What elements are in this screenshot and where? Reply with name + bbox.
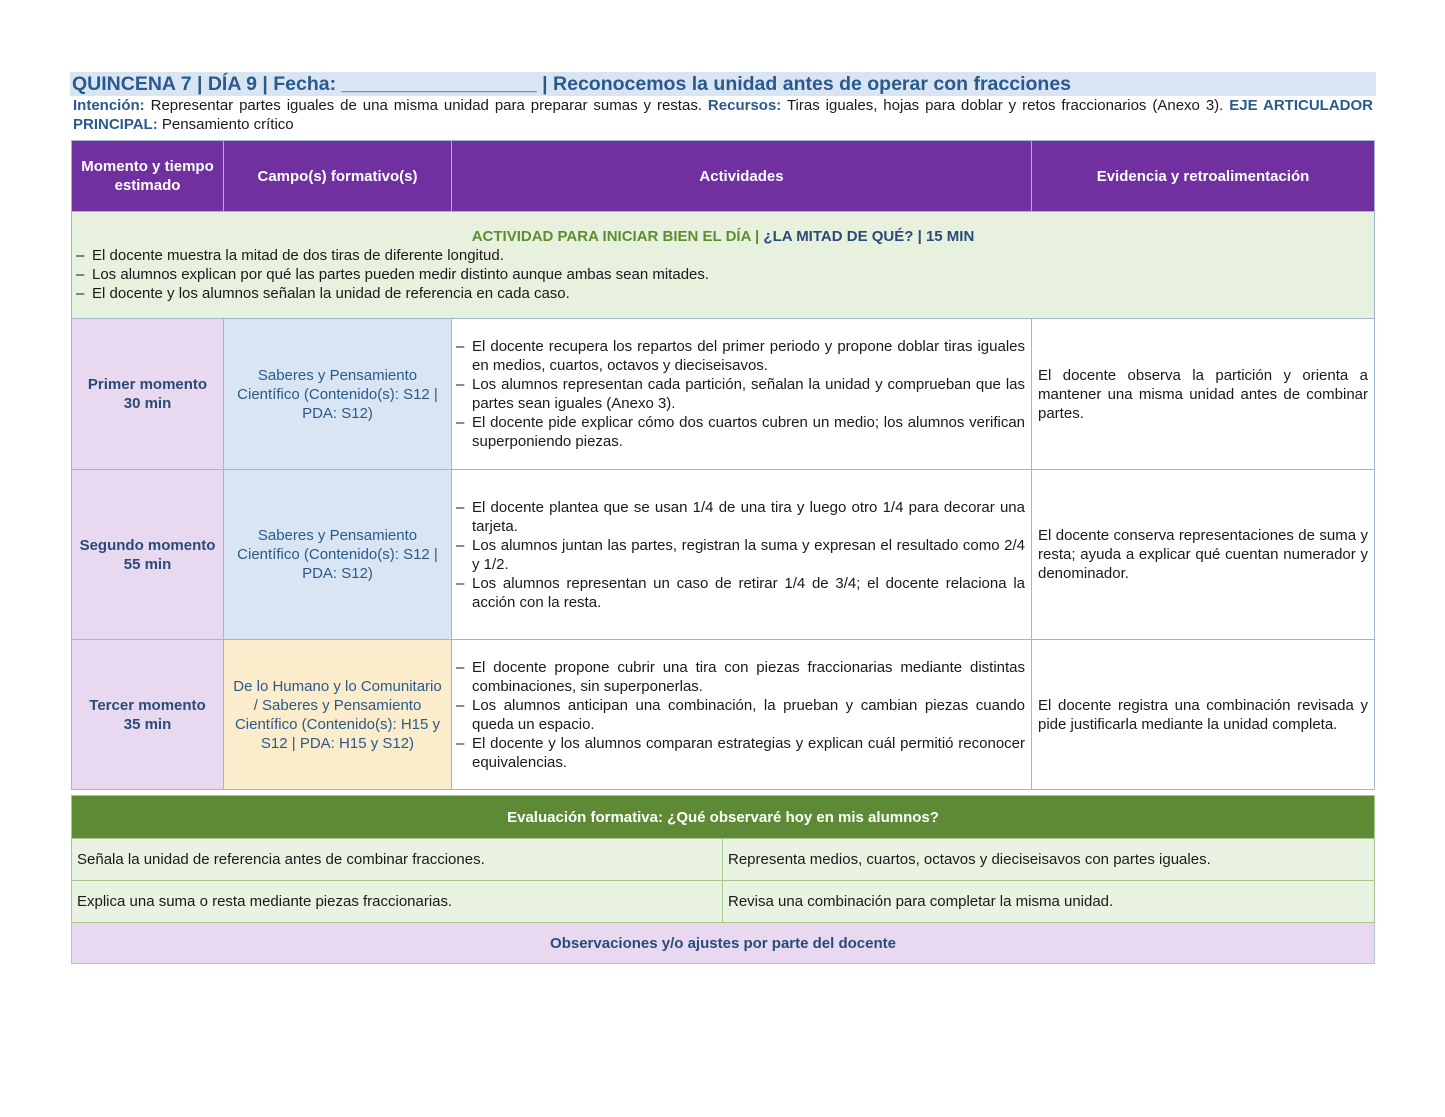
intencion-text: Representar partes iguales de una misma unidad para preparar sumas y restas. — [150, 97, 702, 114]
column-header: Momento y tiempo estimado — [72, 141, 224, 212]
evidence-cell: El docente conserva representaciones de suma y resta; ayuda a explicar qué cuentan numerador y denominador. — [1032, 470, 1375, 640]
table-row — [72, 640, 1375, 790]
column-header: Campo(s) formativo(s) — [224, 141, 452, 212]
evaluation-item: Señala la unidad de referencia antes de combinar fracciones. — [72, 839, 723, 881]
evaluation-item: Explica una suma o resta mediante piezas fraccionarias. — [72, 881, 723, 923]
list-item: – Los alumnos anticipan una combinación, la prueban y cambian piezas cuando queda un espacio. — [456, 696, 1025, 734]
lesson-plan-table — [71, 140, 1375, 790]
moment-cell: Tercer momento 35 min — [72, 640, 224, 790]
evidence-cell: El docente observa la partición y orienta a mantener una misma unidad antes de combinar partes. — [1032, 319, 1375, 470]
table-header-row — [72, 141, 1375, 212]
start-activity-cell — [72, 212, 1375, 319]
list-item: – Los alumnos representan un caso de retirar 1/4 de 3/4; el docente relaciona la acción con la resta. — [456, 574, 1025, 612]
list-item: – Los alumnos explican por qué las partes pueden medir distinto aunque ambas sean mitades. — [76, 265, 1370, 284]
moment-cell: Primer momento 30 min — [72, 319, 224, 470]
lesson-intent — [70, 96, 1376, 134]
list-item: – El docente muestra la mitad de dos tiras de diferente longitud. — [76, 246, 1370, 265]
recursos-label: Recursos: — [707, 97, 782, 114]
list-item: – El docente propone cubrir una tira con piezas fraccionarias mediante distintas combinaciones, sin superponerlas. — [456, 658, 1025, 696]
moment-cell: Segundo momento 55 min — [72, 470, 224, 640]
campo-cell: Saberes y Pensamiento Científico (Contenido(s): S12 | PDA: S12) — [224, 470, 452, 640]
list-item: – Los alumnos juntan las partes, registran la suma y expresan el resultado como 2/4 y 1/2. — [456, 536, 1025, 574]
intencion-label: Intención: — [73, 97, 145, 114]
start-activity-row — [72, 212, 1375, 319]
list-item: – Los alumnos representan cada partición, señalan la unidad y comprueban que las partes sean iguales (Anexo 3). — [456, 375, 1025, 413]
evaluation-title: Evaluación formativa: ¿Qué observaré hoy en mis alumnos? — [72, 796, 1375, 839]
list-item: – El docente pide explicar cómo dos cuartos cubren un medio; los alumnos verifican superponiendo piezas. — [456, 413, 1025, 451]
table-row — [72, 319, 1375, 470]
activities-cell — [452, 470, 1032, 640]
list-item: – El docente plantea que se usan 1/4 de una tira y luego otro 1/4 para decorar una tarjeta. — [456, 498, 1025, 536]
start-activity-title: ACTIVIDAD PARA INICIAR BIEN EL DÍA | ¿LA MITAD DE QUÉ? | 15 MIN — [471, 228, 975, 245]
page-header — [70, 72, 1376, 134]
eje-label: EJE ARTICULADOR PRINCIPAL: — [73, 97, 1373, 133]
activities-cell — [452, 319, 1032, 470]
list-item: – El docente recupera los repartos del primer periodo y propone doblar tiras iguales en medios, cuartos, octavos y dieciseisavos. — [456, 337, 1025, 375]
observations-label: Observaciones y/o ajustes por parte del docente — [72, 923, 1375, 964]
table-row — [72, 470, 1375, 640]
column-header: Evidencia y retroalimentación — [1032, 141, 1375, 212]
evaluation-item: Representa medios, cuartos, octavos y dieciseisavos con partes iguales. — [723, 839, 1375, 881]
page-title: QUINCENA 7 | DÍA 9 | Fecha: __________________ | Reconocemos la unidad antes de operar con fracciones — [70, 72, 1376, 96]
start-activity-list — [76, 246, 1370, 303]
evaluation-item: Revisa una combinación para completar la misma unidad. — [723, 881, 1375, 923]
evidence-cell: El docente registra una combinación revisada y pide justificarla mediante la unidad completa. — [1032, 640, 1375, 790]
campo-cell: Saberes y Pensamiento Científico (Contenido(s): S12 | PDA: S12) — [224, 319, 452, 470]
recursos-text: Tiras iguales, hojas para doblar y retos fraccionarios (Anexo 3). — [786, 97, 1224, 114]
campo-cell: De lo Humano y lo Comunitario / Saberes y Pensamiento Científico (Contenido(s): H15 y S12 | PDA: H15 y S12) — [224, 640, 452, 790]
column-header: Actividades — [452, 141, 1032, 212]
activities-cell — [452, 640, 1032, 790]
eje-text: Pensamiento crítico — [161, 116, 294, 133]
list-item: – El docente y los alumnos comparan estrategias y explican cuál permitió reconocer equivalencias. — [456, 734, 1025, 772]
formative-evaluation-table — [71, 795, 1375, 964]
list-item: – El docente y los alumnos señalan la unidad de referencia en cada caso. — [76, 284, 1370, 303]
